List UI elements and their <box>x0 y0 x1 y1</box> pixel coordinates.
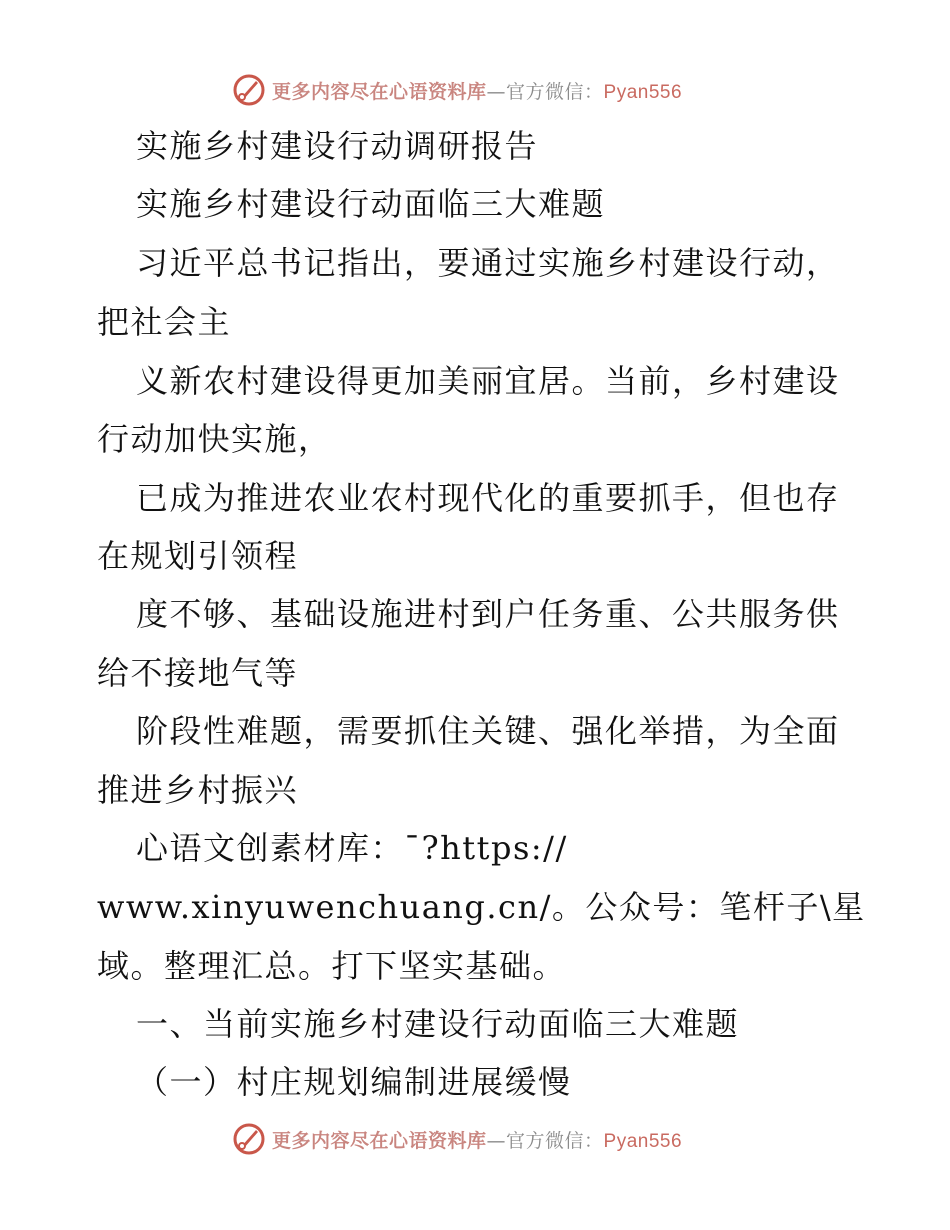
report-subtitle: 实施乡村建设行动面临三大难题 <box>136 185 606 223</box>
watermark-account: Pyan556 <box>603 1130 683 1152</box>
watermark-account: Pyan556 <box>603 81 683 103</box>
watermark-label: 官方微信： <box>506 1129 604 1152</box>
report-title: 实施乡村建设行动调研报告 <box>136 127 539 165</box>
watermark-text <box>272 77 682 104</box>
paragraph-line: 心语文创素材库：¯?https:// <box>136 829 568 867</box>
watermark-brand: 更多内容尽在心语资料库 <box>272 1129 487 1152</box>
watermark-brand: 更多内容尽在心语资料库 <box>272 80 487 103</box>
paragraph-line: 度不够、基础设施进村到户任务重、公共服务供 <box>136 595 840 633</box>
subsection-heading: （一）村庄规划编制进展缓慢 <box>136 1063 572 1101</box>
paragraph-line: 推进乡村振兴 <box>97 771 299 809</box>
paragraph-line: www.xinyuwenchuang.cn/。公众号：笔杆子\星 <box>97 888 866 926</box>
quill-seal-icon <box>232 1122 266 1156</box>
paragraph-line: 把社会主 <box>97 303 232 341</box>
footer-watermark-banner <box>232 1121 682 1157</box>
paragraph-line: 义新农村建设得更加美丽宜居。当前，乡村建设 <box>136 362 840 400</box>
paragraph-line: 已成为推进农业农村现代化的重要抓手，但也存 <box>136 479 840 517</box>
paragraph-line: 阶段性难题，需要抓住关键、强化举措，为全面 <box>136 712 840 750</box>
paragraph-line: 习近平总书记指出，要通过实施乡村建设行动， <box>136 244 840 282</box>
paragraph-line: 行动加快实施， <box>97 420 332 458</box>
section-heading: 一、当前实施乡村建设行动面临三大难题 <box>136 1005 740 1043</box>
quill-seal-icon <box>232 73 266 107</box>
watermark-separator: — <box>486 80 507 103</box>
paragraph-line: 域。整理汇总。打下坚实基础。 <box>97 947 567 985</box>
watermark-text <box>272 1126 682 1153</box>
header-watermark-banner <box>232 72 682 108</box>
watermark-label: 官方微信： <box>506 80 604 103</box>
paragraph-line: 在规划引领程 <box>97 537 299 575</box>
watermark-separator: — <box>486 1129 507 1152</box>
paragraph-line: 给不接地气等 <box>97 654 299 692</box>
